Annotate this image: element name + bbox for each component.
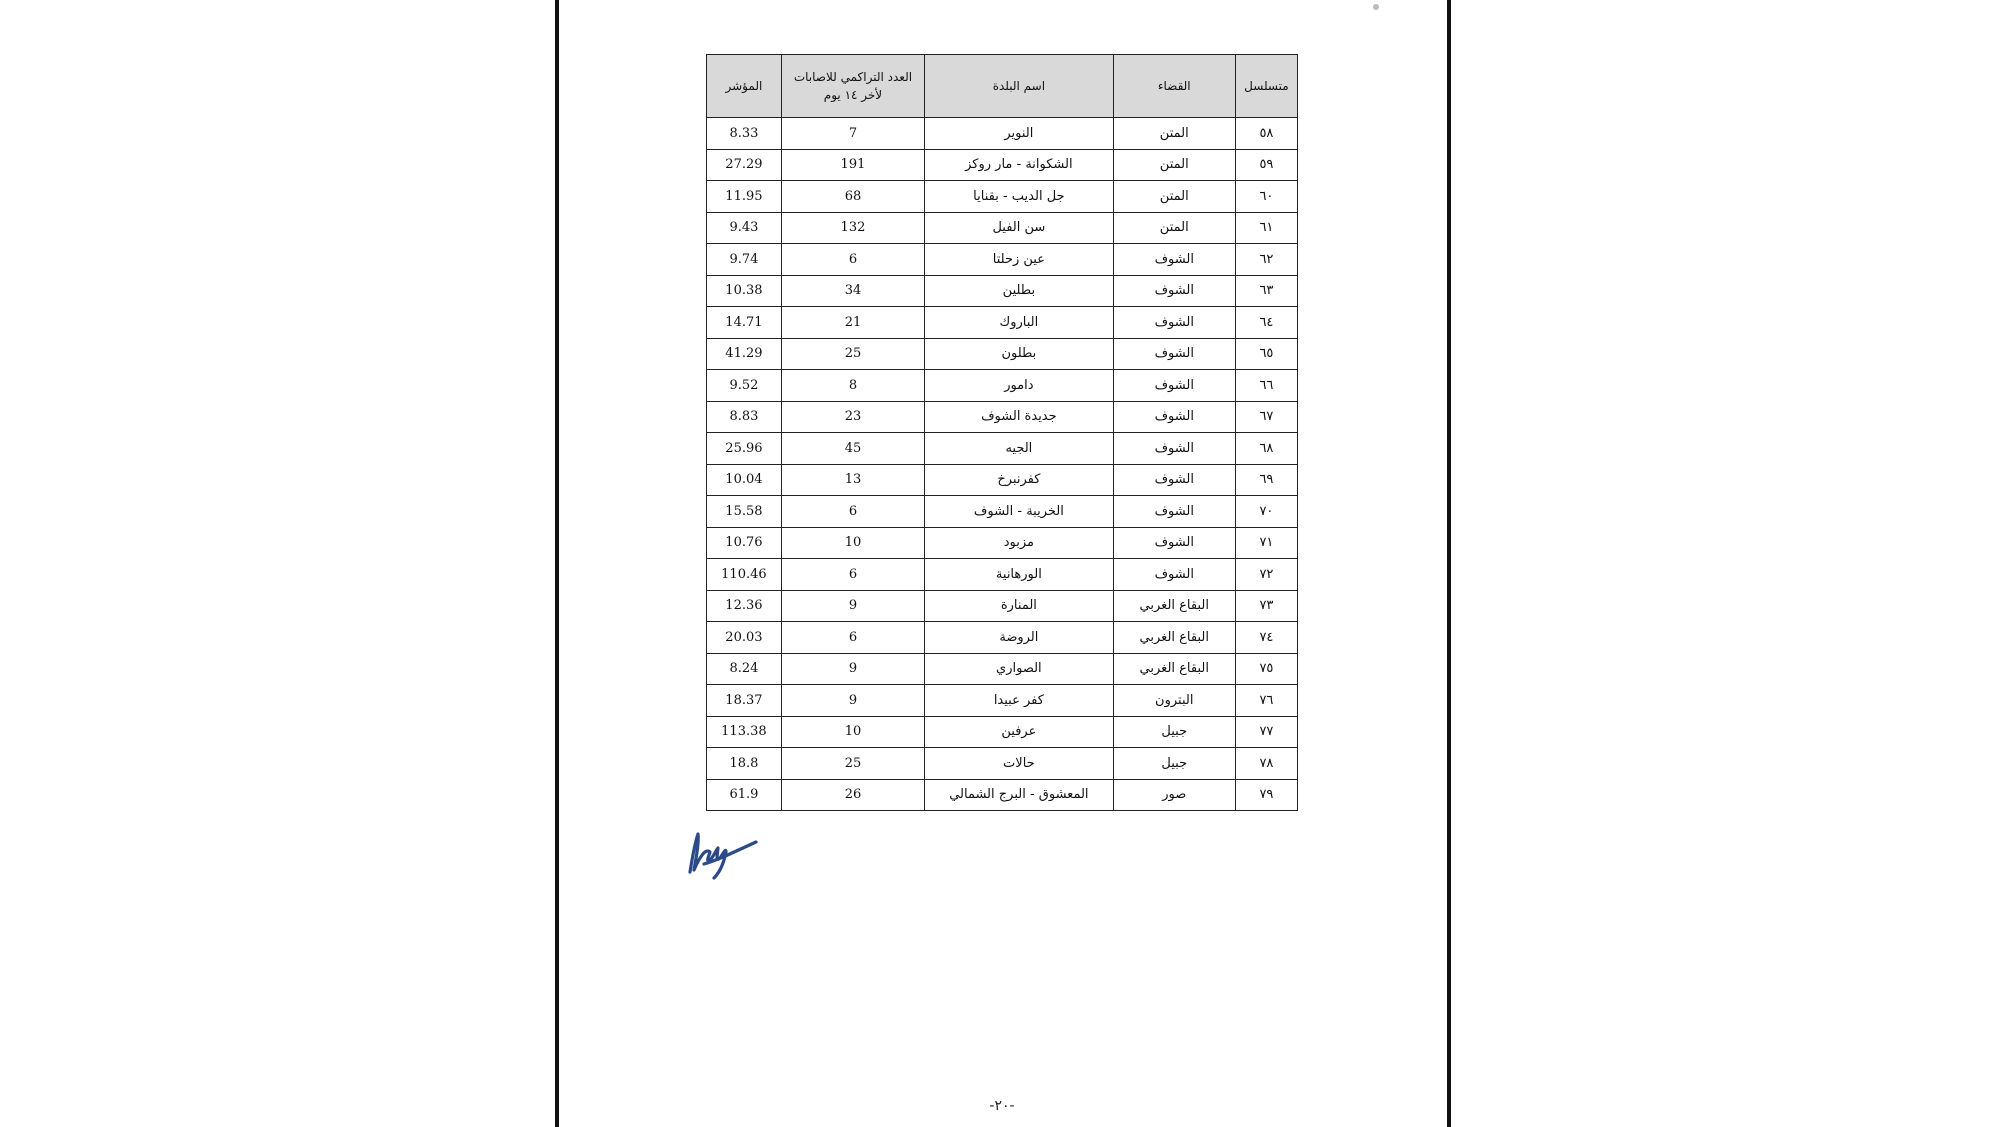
cell-index: ٧٢ bbox=[1235, 559, 1297, 591]
cell-indicator: 8.33 bbox=[707, 118, 782, 150]
cell-indicator: 10.04 bbox=[707, 464, 782, 496]
cell-index: ٧٣ bbox=[1235, 590, 1297, 622]
page-number: -٢٠- bbox=[989, 1098, 1015, 1114]
cell-town: جل الديب - بقنايا bbox=[925, 181, 1114, 213]
cell-indicator: 9.74 bbox=[707, 244, 782, 276]
cell-cumulative-count: 191 bbox=[781, 149, 924, 181]
cell-town: المنارة bbox=[925, 590, 1114, 622]
cell-town: الخريبة - الشوف bbox=[925, 496, 1114, 528]
cell-index: ٧٤ bbox=[1235, 622, 1297, 654]
cell-town: دامور bbox=[925, 370, 1114, 402]
cell-indicator: 15.58 bbox=[707, 496, 782, 528]
cell-indicator: 18.8 bbox=[707, 748, 782, 780]
cell-town: المعشوق - البرج الشمالي bbox=[925, 779, 1114, 811]
table-row bbox=[707, 716, 1298, 748]
cell-town: كفر عبيدا bbox=[925, 685, 1114, 717]
cell-index: ٥٩ bbox=[1235, 149, 1297, 181]
cell-indicator: 11.95 bbox=[707, 181, 782, 213]
cell-town: مزبود bbox=[925, 527, 1114, 559]
cell-town: كفرنبرخ bbox=[925, 464, 1114, 496]
table-row bbox=[707, 496, 1298, 528]
cell-index: ٧٧ bbox=[1235, 716, 1297, 748]
cell-district: المتن bbox=[1113, 181, 1235, 213]
cell-cumulative-count: 6 bbox=[781, 244, 924, 276]
cell-index: ٦٤ bbox=[1235, 307, 1297, 339]
table-row bbox=[707, 590, 1298, 622]
cell-district: البقاع الغربي bbox=[1113, 590, 1235, 622]
cell-town: الصواري bbox=[925, 653, 1114, 685]
header-count-line1: العدد التراكمي للاصابات bbox=[793, 70, 913, 84]
cell-district: الشوف bbox=[1113, 496, 1235, 528]
cell-district: المتن bbox=[1113, 212, 1235, 244]
cell-district: الشوف bbox=[1113, 401, 1235, 433]
cell-cumulative-count: 9 bbox=[781, 590, 924, 622]
cell-district: المتن bbox=[1113, 118, 1235, 150]
cell-district: المتن bbox=[1113, 149, 1235, 181]
cell-index: ٦٢ bbox=[1235, 244, 1297, 276]
cell-indicator: 25.96 bbox=[707, 433, 782, 465]
cell-index: ٧٨ bbox=[1235, 748, 1297, 780]
cell-indicator: 14.71 bbox=[707, 307, 782, 339]
table-row bbox=[707, 685, 1298, 717]
cell-index: ٦٠ bbox=[1235, 181, 1297, 213]
cell-town: سن الفيل bbox=[925, 212, 1114, 244]
handwritten-signature bbox=[684, 822, 764, 882]
cell-indicator: 9.52 bbox=[707, 370, 782, 402]
cell-cumulative-count: 26 bbox=[781, 779, 924, 811]
cell-index: ٧١ bbox=[1235, 527, 1297, 559]
table-row bbox=[707, 307, 1298, 339]
cell-district: جبيل bbox=[1113, 748, 1235, 780]
header-town: اسم البلدة bbox=[925, 55, 1114, 118]
table-row bbox=[707, 370, 1298, 402]
cell-town: بطلون bbox=[925, 338, 1114, 370]
cell-indicator: 9.43 bbox=[707, 212, 782, 244]
table-row bbox=[707, 464, 1298, 496]
cell-cumulative-count: 10 bbox=[781, 716, 924, 748]
cell-district: الشوف bbox=[1113, 244, 1235, 276]
cell-cumulative-count: 9 bbox=[781, 685, 924, 717]
table-row bbox=[707, 622, 1298, 654]
header-index: متسلسل bbox=[1235, 55, 1297, 118]
cell-cumulative-count: 7 bbox=[781, 118, 924, 150]
cell-district: الشوف bbox=[1113, 338, 1235, 370]
cell-cumulative-count: 23 bbox=[781, 401, 924, 433]
cell-indicator: 61.9 bbox=[707, 779, 782, 811]
header-cumulative-count bbox=[781, 55, 924, 118]
cell-indicator: 113.38 bbox=[707, 716, 782, 748]
cell-district: الشوف bbox=[1113, 370, 1235, 402]
scan-mark bbox=[1373, 4, 1379, 10]
cases-table bbox=[706, 54, 1298, 811]
cell-district: الشوف bbox=[1113, 307, 1235, 339]
cell-cumulative-count: 6 bbox=[781, 559, 924, 591]
cell-indicator: 12.36 bbox=[707, 590, 782, 622]
cell-index: ٦١ bbox=[1235, 212, 1297, 244]
cell-indicator: 8.83 bbox=[707, 401, 782, 433]
cell-indicator: 8.24 bbox=[707, 653, 782, 685]
cell-cumulative-count: 6 bbox=[781, 496, 924, 528]
table-row bbox=[707, 653, 1298, 685]
cell-town: الجيه bbox=[925, 433, 1114, 465]
cell-cumulative-count: 25 bbox=[781, 748, 924, 780]
header-district: القضاء bbox=[1113, 55, 1235, 118]
cell-district: الشوف bbox=[1113, 275, 1235, 307]
table-row bbox=[707, 338, 1298, 370]
cell-index: ٦٩ bbox=[1235, 464, 1297, 496]
cell-indicator: 20.03 bbox=[707, 622, 782, 654]
table-row bbox=[707, 244, 1298, 276]
cell-index: ٥٨ bbox=[1235, 118, 1297, 150]
cell-district: الشوف bbox=[1113, 559, 1235, 591]
cell-town: عرفين bbox=[925, 716, 1114, 748]
cell-town: الورهانية bbox=[925, 559, 1114, 591]
cell-cumulative-count: 68 bbox=[781, 181, 924, 213]
cell-town: النوير bbox=[925, 118, 1114, 150]
cell-district: البترون bbox=[1113, 685, 1235, 717]
cell-district: صور bbox=[1113, 779, 1235, 811]
header-indicator: المؤشر bbox=[707, 55, 782, 118]
cell-town: جديدة الشوف bbox=[925, 401, 1114, 433]
cell-district: الشوف bbox=[1113, 464, 1235, 496]
cell-index: ٦٧ bbox=[1235, 401, 1297, 433]
cell-index: ٧٥ bbox=[1235, 653, 1297, 685]
header-count-line2: لأخر ١٤ يوم bbox=[823, 88, 883, 102]
cell-district: جبيل bbox=[1113, 716, 1235, 748]
cell-index: ٦٣ bbox=[1235, 275, 1297, 307]
cell-cumulative-count: 21 bbox=[781, 307, 924, 339]
cell-town: بطلين bbox=[925, 275, 1114, 307]
cell-town: الروضة bbox=[925, 622, 1114, 654]
cell-index: ٧٩ bbox=[1235, 779, 1297, 811]
cell-town: الشكوانة - مار روكز bbox=[925, 149, 1114, 181]
cell-cumulative-count: 8 bbox=[781, 370, 924, 402]
cell-cumulative-count: 6 bbox=[781, 622, 924, 654]
cell-indicator: 10.76 bbox=[707, 527, 782, 559]
cell-cumulative-count: 9 bbox=[781, 653, 924, 685]
table-row bbox=[707, 212, 1298, 244]
table-row bbox=[707, 433, 1298, 465]
cell-town: حالات bbox=[925, 748, 1114, 780]
cell-index: ٦٦ bbox=[1235, 370, 1297, 402]
cell-cumulative-count: 25 bbox=[781, 338, 924, 370]
table-row bbox=[707, 748, 1298, 780]
table-row bbox=[707, 275, 1298, 307]
cell-indicator: 18.37 bbox=[707, 685, 782, 717]
cell-index: ٦٨ bbox=[1235, 433, 1297, 465]
cell-district: الشوف bbox=[1113, 433, 1235, 465]
cell-district: البقاع الغربي bbox=[1113, 622, 1235, 654]
table-row bbox=[707, 401, 1298, 433]
cell-cumulative-count: 10 bbox=[781, 527, 924, 559]
cell-indicator: 27.29 bbox=[707, 149, 782, 181]
table-row bbox=[707, 779, 1298, 811]
cell-town: الباروك bbox=[925, 307, 1114, 339]
table-row bbox=[707, 149, 1298, 181]
table-body bbox=[707, 118, 1298, 811]
table-row bbox=[707, 559, 1298, 591]
cell-indicator: 41.29 bbox=[707, 338, 782, 370]
cell-cumulative-count: 132 bbox=[781, 212, 924, 244]
cell-index: ٧٦ bbox=[1235, 685, 1297, 717]
cell-indicator: 10.38 bbox=[707, 275, 782, 307]
cell-index: ٦٥ bbox=[1235, 338, 1297, 370]
table-row bbox=[707, 118, 1298, 150]
cell-district: البقاع الغربي bbox=[1113, 653, 1235, 685]
cell-index: ٧٠ bbox=[1235, 496, 1297, 528]
cell-indicator: 110.46 bbox=[707, 559, 782, 591]
cell-cumulative-count: 34 bbox=[781, 275, 924, 307]
cell-district: الشوف bbox=[1113, 527, 1235, 559]
table-header-row bbox=[707, 55, 1298, 118]
cell-town: عين زحلتا bbox=[925, 244, 1114, 276]
cell-cumulative-count: 13 bbox=[781, 464, 924, 496]
table-row bbox=[707, 527, 1298, 559]
table-row bbox=[707, 181, 1298, 213]
cell-cumulative-count: 45 bbox=[781, 433, 924, 465]
